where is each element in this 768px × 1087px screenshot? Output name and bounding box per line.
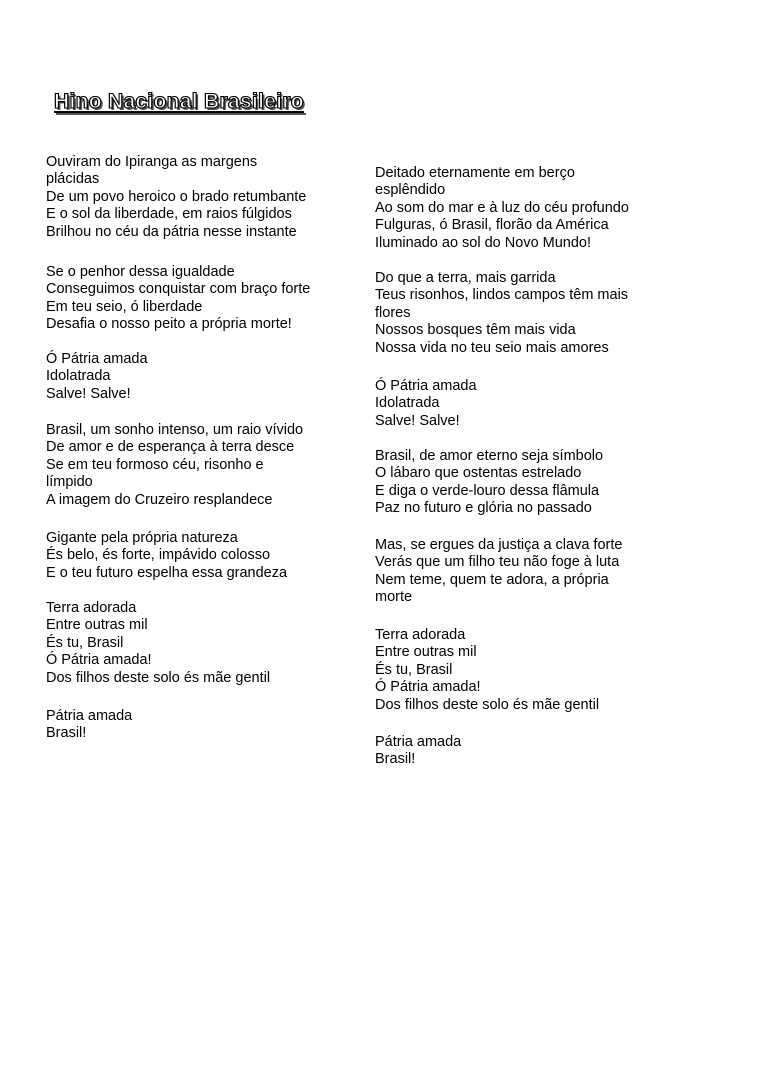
lyric-line: Brasil, um sonho intenso, um raio vívido bbox=[46, 422, 304, 438]
lyric-line: Deitado eternamente em berço bbox=[375, 165, 575, 181]
left-stanza-2 bbox=[46, 264, 346, 334]
left-stanza-5 bbox=[46, 530, 346, 582]
right-stanza-4 bbox=[375, 448, 675, 518]
lyric-line: Nossa vida no teu seio mais amores bbox=[375, 339, 609, 356]
lyric-line: Conseguimos conquistar com braço forte bbox=[46, 281, 311, 298]
right-stanza-1 bbox=[375, 165, 675, 252]
lyric-line: E o sol da liberdade, em raios fúlgidos bbox=[46, 206, 292, 223]
lyric-line: Brasil, de amor eterno seja símbolo bbox=[375, 448, 604, 464]
lyric-line: Em teu seio, ó liberdade bbox=[46, 298, 203, 315]
left-stanza-4 bbox=[46, 422, 346, 509]
lyric-line: Brasil! bbox=[375, 751, 416, 768]
lyric-line: Nem teme, quem te adora, a própria bbox=[375, 571, 609, 588]
lyric-line: Entre outras mil bbox=[375, 644, 477, 661]
lyric-line: Brasil! bbox=[46, 725, 87, 742]
lyric-line: Ó Pátria amada! bbox=[375, 679, 481, 696]
lyric-line: Paz no futuro e glória no passado bbox=[375, 500, 592, 517]
lyric-line: límpido bbox=[46, 474, 93, 491]
lyric-line: flores bbox=[375, 304, 411, 321]
lyric-line: És tu, Brasil bbox=[46, 634, 124, 651]
lyric-line: Ó Pátria amada! bbox=[46, 652, 152, 669]
lyric-line: A imagem do Cruzeiro resplandece bbox=[46, 491, 273, 508]
lyric-line: Teus risonhos, lindos campos têm mais bbox=[375, 287, 629, 304]
lyric-line: Desafia o nosso peito a própria morte! bbox=[46, 316, 292, 333]
right-stanza-5 bbox=[375, 537, 675, 607]
left-stanza-3 bbox=[46, 351, 346, 403]
lyric-line: És belo, és forte, impávido colosso bbox=[46, 547, 271, 564]
lyric-line: Dos filhos deste solo és mãe gentil bbox=[46, 669, 271, 686]
lyric-line: E diga o verde-louro dessa flâmula bbox=[375, 482, 600, 499]
lyric-line: Ao som do mar e à luz do céu profundo bbox=[375, 199, 629, 216]
lyric-line: Terra adorada bbox=[46, 600, 137, 616]
left-stanza-1 bbox=[46, 154, 346, 241]
lyric-line: Pátria amada bbox=[375, 734, 462, 750]
lyric-line: Ouviram do Ipiranga as margens bbox=[46, 154, 258, 170]
lyric-line: Entre outras mil bbox=[46, 617, 148, 634]
lyric-line: És tu, Brasil bbox=[375, 661, 453, 678]
lyric-line: Ó Pátria amada bbox=[375, 378, 477, 394]
right-stanza-7 bbox=[375, 734, 675, 769]
lyric-line: De amor e de esperança à terra desce bbox=[46, 439, 295, 456]
lyric-line: Idolatrada bbox=[375, 395, 440, 412]
lyric-line: Nossos bosques têm mais vida bbox=[375, 322, 576, 339]
lyric-line: Do que a terra, mais garrida bbox=[375, 270, 556, 286]
lyric-line: esplêndido bbox=[375, 182, 446, 199]
lyric-line: plácidas bbox=[46, 171, 100, 188]
left-stanza-6 bbox=[46, 600, 346, 687]
lyric-line: Brilhou no céu da pátria nesse instante bbox=[46, 223, 297, 240]
lyric-line: De um povo heroico o brado retumbante bbox=[46, 188, 307, 205]
lyric-line: Salve! Salve! bbox=[375, 412, 460, 429]
lyric-line: Fulguras, ó Brasil, florão da América bbox=[375, 217, 609, 234]
lyric-line: Ó Pátria amada bbox=[46, 351, 148, 367]
lyric-line: Gigante pela própria natureza bbox=[46, 530, 238, 546]
lyric-line: Se o penhor dessa igualdade bbox=[46, 264, 235, 280]
lyric-line: Pátria amada bbox=[46, 708, 133, 724]
lyric-line: Verás que um filho teu não foge à luta bbox=[375, 554, 620, 571]
lyric-line: Se em teu formoso céu, risonho e bbox=[46, 456, 264, 473]
right-stanza-2 bbox=[375, 270, 675, 357]
lyric-line: Salve! Salve! bbox=[46, 385, 131, 402]
lyric-line: Mas, se ergues da justiça a clava forte bbox=[375, 537, 623, 553]
right-stanza-3 bbox=[375, 378, 675, 430]
lyric-line: Iluminado ao sol do Novo Mundo! bbox=[375, 234, 592, 251]
lyric-line: Dos filhos deste solo és mãe gentil bbox=[375, 696, 600, 713]
lyric-line: E o teu futuro espelha essa grandeza bbox=[46, 564, 288, 581]
lyric-line: morte bbox=[375, 589, 413, 606]
lyric-line: Idolatrada bbox=[46, 368, 111, 385]
lyric-line: Terra adorada bbox=[375, 627, 466, 643]
lyric-line: O lábaro que ostentas estrelado bbox=[375, 465, 582, 482]
right-stanza-6 bbox=[375, 627, 675, 714]
left-stanza-7 bbox=[46, 708, 346, 743]
page-title: Hino Nacional Brasileiro bbox=[54, 90, 304, 113]
